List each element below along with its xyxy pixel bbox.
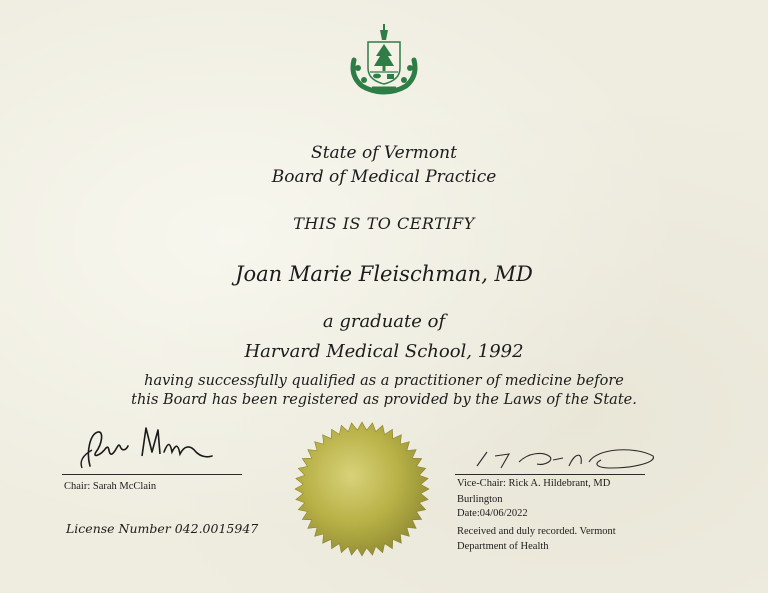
state-title: State of Vermont bbox=[311, 143, 457, 163]
issue-date: Date:04/06/2022 bbox=[457, 508, 528, 519]
gold-seal-icon bbox=[293, 420, 431, 558]
body-text-line-1: having successfully qualified as a practitioner of medicine before bbox=[144, 373, 624, 389]
location-text: Burlington bbox=[457, 494, 503, 505]
chair-signature bbox=[72, 422, 222, 474]
board-title: Board of Medical Practice bbox=[271, 167, 497, 187]
certify-heading: THIS IS TO CERTIFY bbox=[293, 214, 475, 233]
chair-label: Chair: Sarah McClain bbox=[64, 481, 157, 492]
body-text-line-2: this Board has been registered as provided by the Laws of the State. bbox=[131, 392, 637, 408]
recorded-note-line-1: Received and duly recorded. Vermont bbox=[457, 526, 616, 537]
recipient-name: Joan Marie Fleischman, MD bbox=[235, 262, 533, 286]
vice-chair-label: Vice-Chair: Rick A. Hildebrant, MD bbox=[457, 478, 611, 489]
graduate-line: a graduate of bbox=[322, 311, 446, 332]
vermont-coat-of-arms-icon bbox=[346, 20, 422, 96]
chair-signature-line bbox=[62, 474, 242, 475]
school-line: Harvard Medical School, 1992 bbox=[244, 341, 524, 362]
vice-chair-signature bbox=[465, 440, 660, 474]
license-number: License Number 042.0015947 bbox=[66, 521, 259, 536]
vice-chair-signature-line bbox=[455, 474, 645, 475]
recorded-note-line-2: Department of Health bbox=[457, 541, 549, 552]
